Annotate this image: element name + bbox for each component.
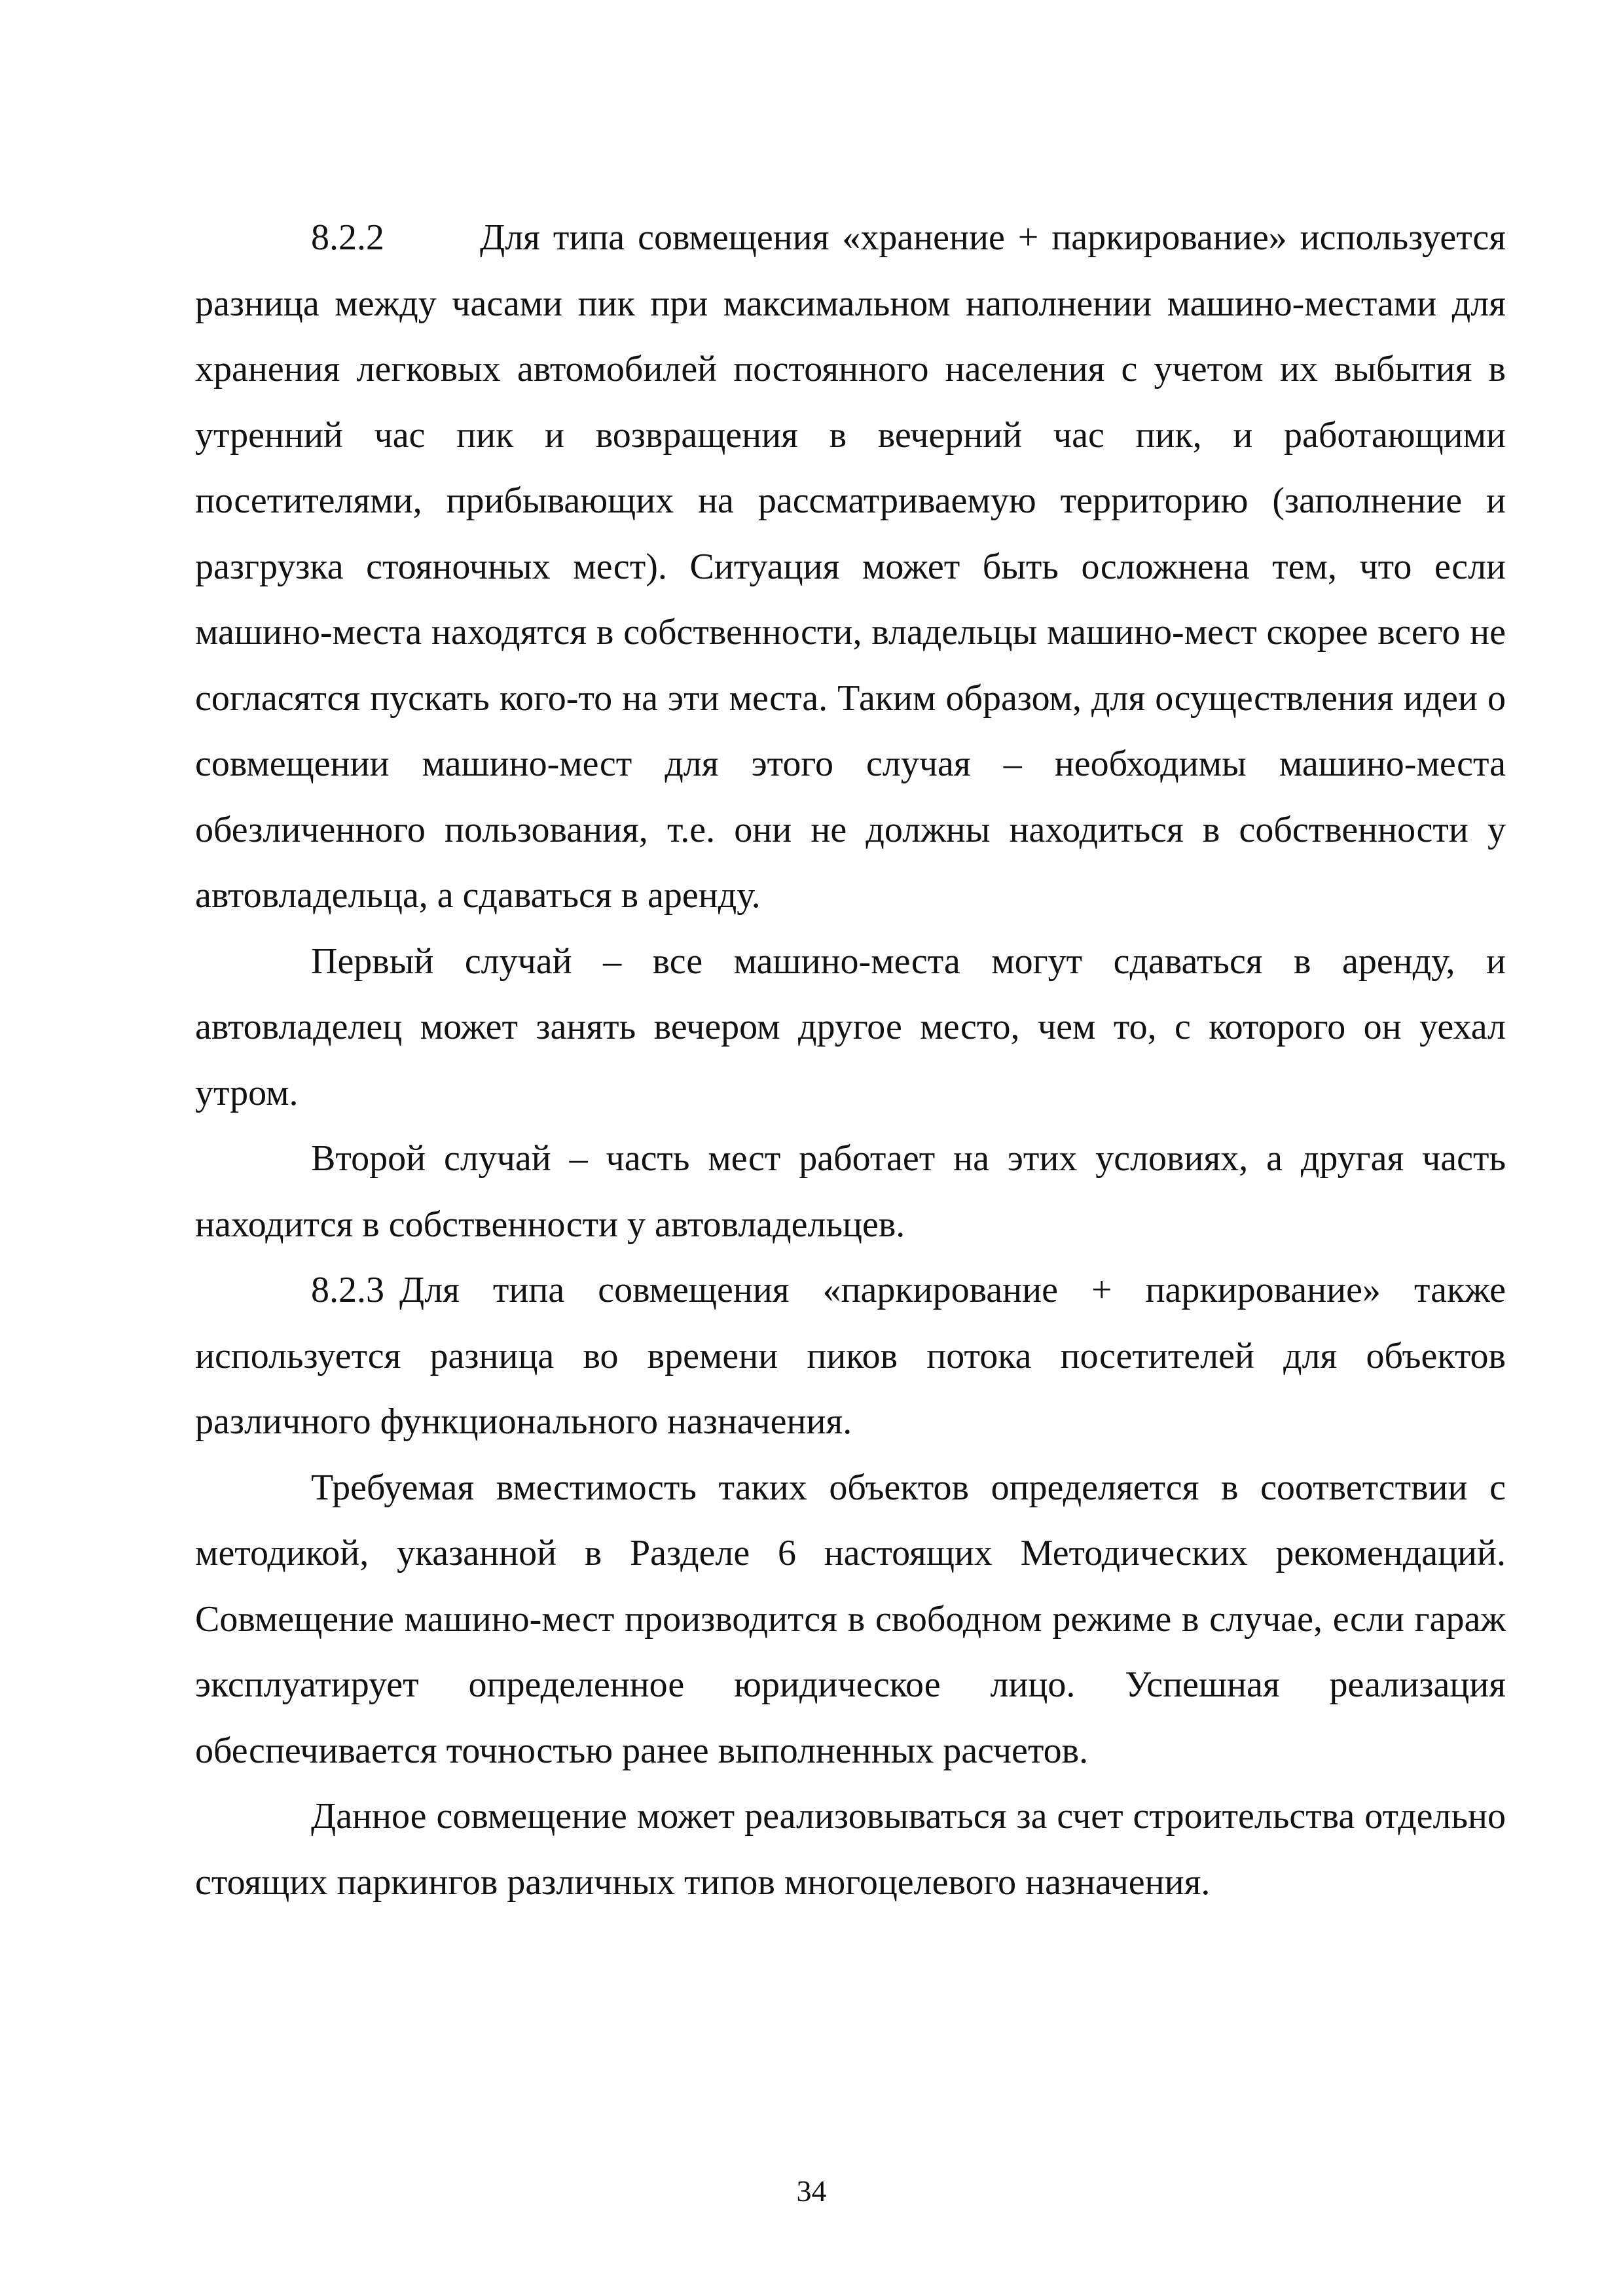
paragraph-text: Данное совмещение может реализовываться за счет строительства отдельно стоящих паркингов различных типов многоцелевого назначения. — [195, 1796, 1506, 1903]
paragraph-implementation — [195, 1784, 1506, 1915]
page-number: 34 — [796, 2174, 827, 2208]
paragraph-first-case — [195, 929, 1506, 1126]
paragraph-capacity — [195, 1455, 1506, 1784]
section-number: 8.2.3 — [311, 1270, 384, 1310]
paragraph-text: Для типа совмещения «хранение + паркирование» используется разница между часами пик при максимальном наполнении машино-местами для хранения легковых автомобилей постоянного населения с учетом их выбытия в утренний час пик и возвращения в вечерний час пик, и работающими посетителями, прибывающих на рассматриваемую территорию (заполнение и разгрузка стояночных мест). Ситуация может быть осложнена тем, что если машино-места находятся в собственности, владельцы машино-мест скорее всего не согласятся пускать кого-то на эти места. Таким образом, для осуществления идеи о совмещении машино-мест для этого случая – необходимы машино-места обезличенного пользования, т.е. они не должны находиться в собственности у автовладельца, а сдаваться в аренду. — [195, 217, 1506, 916]
paragraph-8-2-2 — [195, 205, 1506, 929]
paragraph-text: Второй случай – часть мест работает на этих условиях, а другая часть находится в собственности у автовладельцев. — [195, 1138, 1506, 1245]
paragraph-8-2-3 — [195, 1257, 1506, 1455]
section-number: 8.2.2 — [311, 217, 384, 258]
paragraph-text: Первый случай – все машино-места могут сдаваться в аренду, и автовладелец может занять вечером другое место, чем то, с которого он уехал утром. — [195, 941, 1506, 1113]
body-text — [195, 205, 1506, 1915]
paragraph-text: Требуемая вместимость таких объектов определяется в соответствии с методикой, указанной в Разделе 6 настоящих Методических рекомендаций. Совмещение машино-мест производится в свободном режиме в случае, если гараж эксплуатирует определенное юридическое лицо. Успешная реализация обеспечивается точностью ранее выполненных расчетов. — [195, 1467, 1506, 1771]
paragraph-text: Для типа совмещения «паркирование + паркирование» также используется разница во времени пиков потока посетителей для объектов различного функционального назначения. — [195, 1270, 1506, 1442]
paragraph-second-case — [195, 1126, 1506, 1257]
